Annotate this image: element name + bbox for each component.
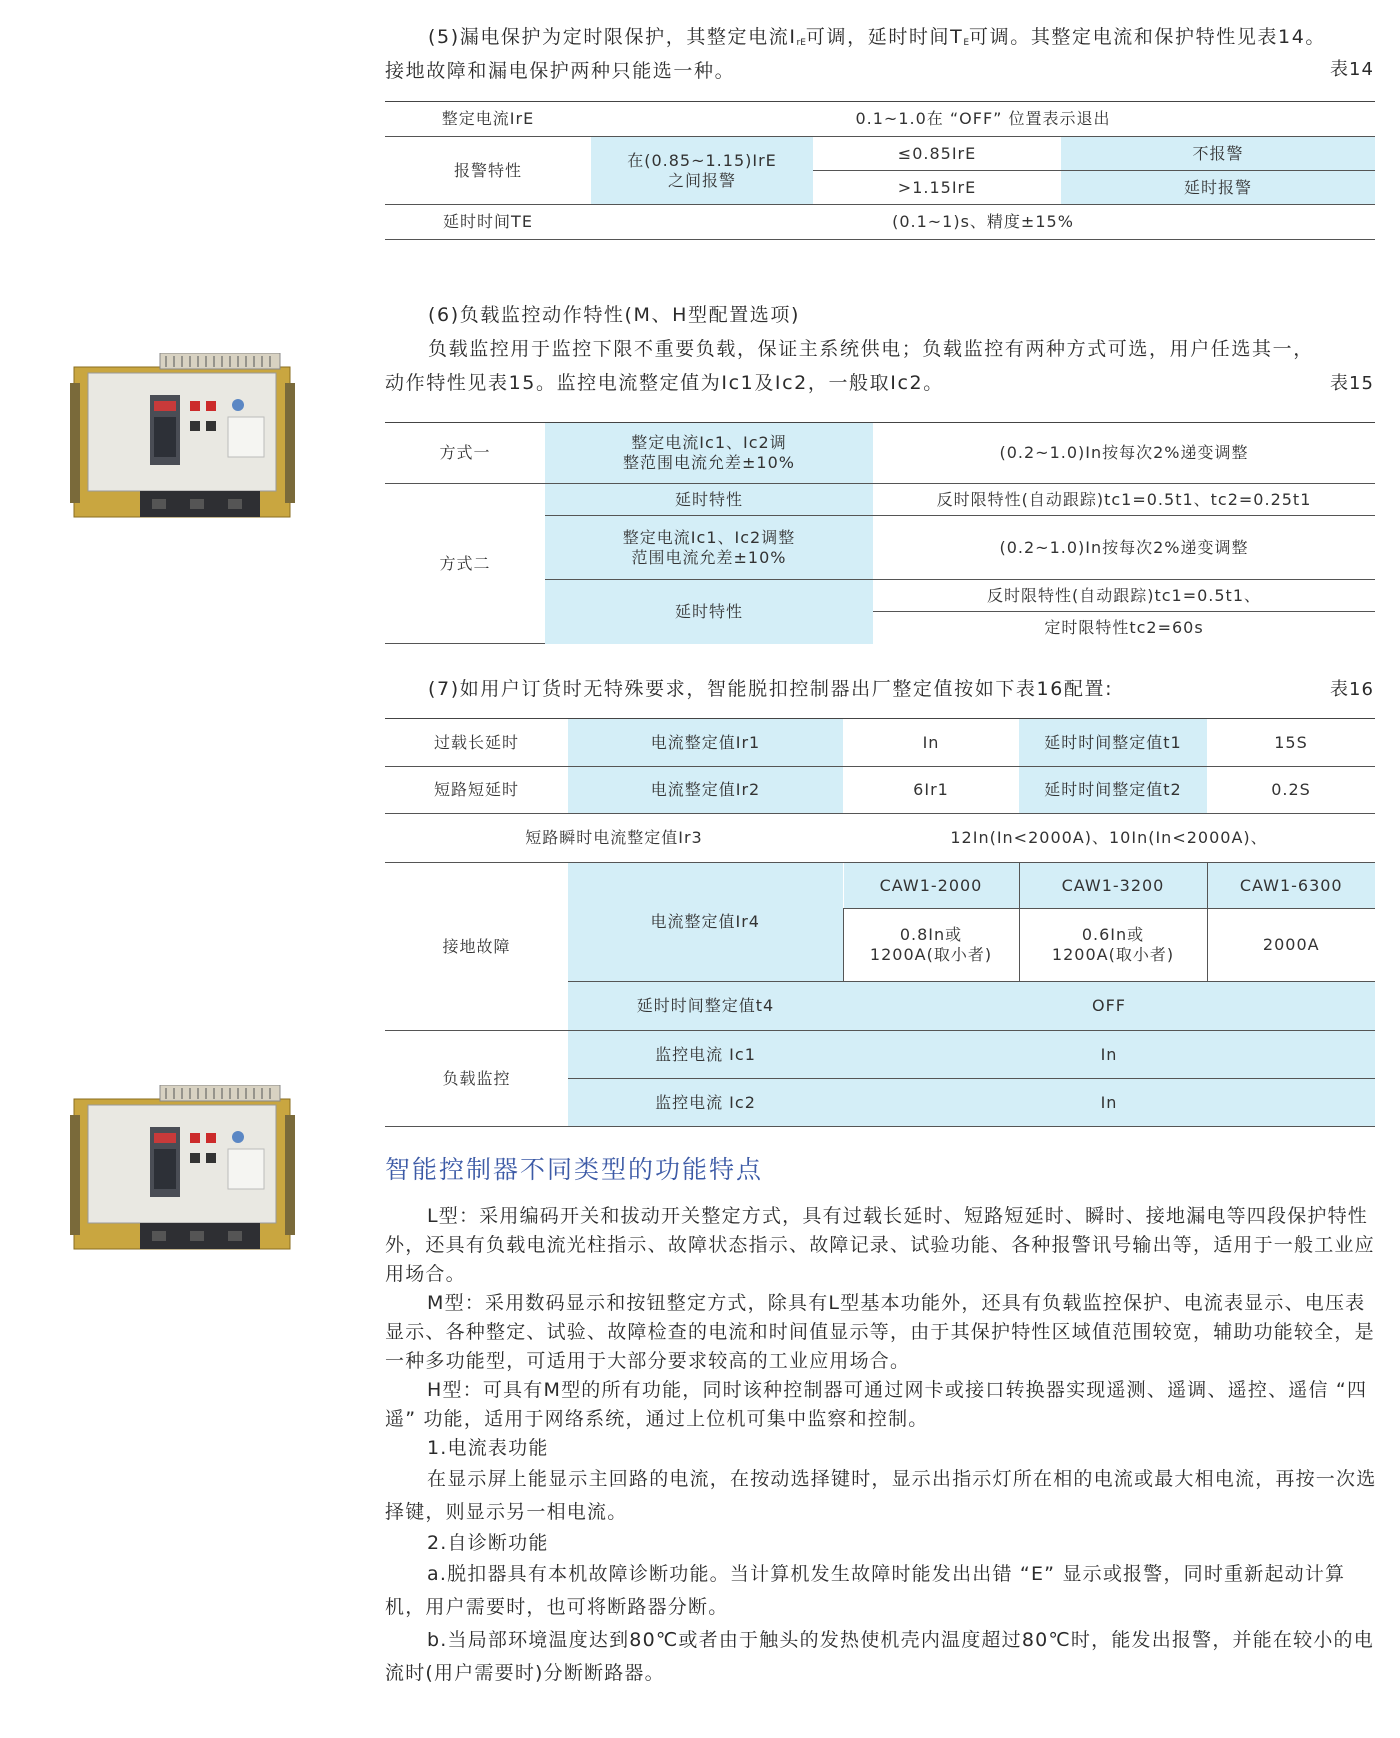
intro6-line1: 负载监控用于监控下限不重要负载，保证主系统供电；负载监控有两种方式可选，用户任选其一， — [428, 338, 1314, 360]
t16-model-3200: CAW1-3200 — [1019, 863, 1207, 909]
circuit-breaker-icon — [70, 1085, 295, 1265]
t16-model-6300: CAW1-6300 — [1207, 863, 1375, 909]
para-L-type: L型：采用编码开关和拔动开关整定方式，具有过载长延时、短路短延时、瞬时、接地漏电等四段保护特性外，还具有负载电流光柱指示、故障状态指示、故障记录、试验功能、各种报警讯号输出等，适用于一般工业应用场合。 — [385, 1205, 1375, 1285]
t15-mode2-value: (0.2~1.0)In按每次2%递变调整 — [873, 516, 1375, 580]
t16-load-label: 负载监控 — [385, 1031, 568, 1127]
t15-mode2-char-value2: 定时限特性tc2=60s — [1044, 617, 1204, 637]
t15-mode2-desc: 整定电流Ic1、Ic2调整 范围电流允差±10% — [545, 516, 873, 580]
intro6-title: (6)负载监控动作特性(M、H型配置选项) — [428, 304, 801, 326]
table16-label: 表16 — [1330, 679, 1374, 700]
t16-ir3-label: 短路瞬时电流整定值Ir3 — [385, 814, 843, 863]
intro5-line1: (5)漏电保护为定时限保护，其整定电流$I_{rE}$可调，延时时间$T_E$可调。其整定电流和保护特性见表14。 — [428, 26, 1327, 48]
table14-label: 表14 — [1330, 59, 1374, 80]
table16 — [385, 718, 1375, 1127]
t15-mode1-label: 方式一 — [385, 423, 545, 484]
t16-ground-label: 接地故障 — [385, 863, 568, 1031]
circuit-breaker-image — [70, 353, 295, 533]
t16-t2-param: 延时时间整定值t2 — [1019, 767, 1207, 814]
t16-t4-value: OFF — [843, 982, 1375, 1031]
t16-ir4-2000: 0.8In或 1200A(取小者) — [843, 909, 1019, 982]
t16-ir4-6300: 2000A — [1207, 909, 1375, 982]
t14-cond-low: ≤0.85IrE — [813, 137, 1061, 171]
t16-ic2-value: In — [843, 1079, 1375, 1127]
t15-mode1-char: 延时特性 — [545, 484, 873, 516]
section-title: 智能控制器不同类型的功能特点 — [385, 1155, 764, 1184]
t14-irE-value: 0.1~1.0在 “OFF” 位置表示退出 — [591, 102, 1375, 137]
para-M-type: M型：采用数码显示和按钮整定方式，除具有L型基本功能外，还具有负载监控保护、电流表显示、电压表显示、各种整定、试验、故障检查的电流和时间值显示等，由于其保护特性区域值范围较宽，辅助功能较全，是一种多功能型，可适用于大部分要求较高的工业应用场合。 — [385, 1292, 1375, 1372]
t16-ir2-value: 6Ir1 — [843, 767, 1019, 814]
t16-ic1-param: 监控电流 Ic1 — [568, 1031, 843, 1079]
t15-mode2-label: 方式二 — [385, 484, 545, 644]
t16-ir1-value: In — [843, 719, 1019, 767]
intro5-line2: 接地故障和漏电保护两种只能选一种。 — [385, 60, 736, 82]
t16-ic2-param: 监控电流 Ic2 — [568, 1079, 843, 1127]
t14-alarm-label: 报警特性 — [385, 137, 591, 205]
heading-ammeter: 1.电流表功能 — [427, 1437, 549, 1459]
t15-mode1-desc: 整定电流Ic1、Ic2调 整范围电流允差±10% — [545, 423, 873, 484]
para-diag-b: b.当局部环境温度达到80℃或者由于触头的发热使机壳内温度超过80℃时，能发出报警，并能在较小的电流时(用户需要时)分断断路器。 — [385, 1629, 1374, 1684]
t15-mode1-char-value: 反时限特性(自动跟踪)tc1=0.5t1、tc2=0.25t1 — [873, 484, 1375, 516]
t15-mode2-char-value1: 反时限特性(自动跟踪)tc1=0.5t1、 — [873, 580, 1375, 612]
para-diag-a: a.脱扣器具有本机故障诊断功能。当计算机发生故障时能发出出错 “E” 显示或报警，同时重新起动计算机，用户需要时，也可将断路器分断。 — [385, 1563, 1346, 1618]
t16-overload-label: 过载长延时 — [385, 719, 568, 767]
t14-irE-label: 整定电流IrE — [385, 102, 591, 137]
t16-ir4-3200: 0.6In或 1200A(取小者) — [1019, 909, 1207, 982]
t14-te-label: 延时时间TE — [385, 205, 591, 240]
t16-ir4-param: 电流整定值Ir4 — [568, 863, 843, 982]
t14-result-low: 不报警 — [1061, 137, 1375, 171]
t16-t2-value: 0.2S — [1207, 767, 1375, 814]
table14 — [385, 101, 1375, 240]
t16-t1-param: 延时时间整定值t1 — [1019, 719, 1207, 767]
heading-self-diagnosis: 2.自诊断功能 — [427, 1532, 549, 1554]
section-body — [385, 1202, 1380, 1690]
t14-te-value: (0.1~1)s、精度±15% — [591, 205, 1375, 240]
t16-ic1-value: In — [843, 1031, 1375, 1079]
intro6-line2: 动作特性见表15。监控电流整定值为Ic1及Ic2，一般取Ic2。 — [385, 372, 944, 394]
table15-label: 表15 — [1330, 373, 1374, 394]
intro7-text: (7)如用户订货时无特殊要求，智能脱扣控制器出厂整定值按如下表16配置: — [428, 678, 1114, 700]
t14-result-high: 延时报警 — [1061, 171, 1375, 205]
t14-alarm-range: 在(0.85~1.15)IrE 之间报警 — [591, 137, 813, 205]
circuit-breaker-icon — [70, 353, 295, 533]
t16-t1-value: 15S — [1207, 719, 1375, 767]
t16-ir2-param: 电流整定值Ir2 — [568, 767, 843, 814]
para-H-type: H型：可具有M型的所有功能，同时该种控制器可通过网卡或接口转换器实现遥测、遥调、遥控、遥信 “四遥” 功能，适用于网络系统，通过上位机可集中监察和控制。 — [385, 1379, 1368, 1430]
t16-t4-param: 延时时间整定值t4 — [568, 982, 843, 1031]
t14-cond-high: >1.15IrE — [813, 171, 1061, 205]
circuit-breaker-image-2 — [70, 1085, 295, 1265]
t15-mode2-char: 延时特性 — [545, 580, 873, 644]
t15-mode1-value: (0.2~1.0)In按每次2%递变调整 — [873, 423, 1375, 484]
t16-model-2000: CAW1-2000 — [843, 863, 1019, 909]
table15 — [385, 422, 1375, 644]
t16-ir3-value: 12In(In<2000A)、10In(In<2000A)、 — [843, 814, 1375, 863]
t16-ir1-param: 电流整定值Ir1 — [568, 719, 843, 767]
para-ammeter: 在显示屏上能显示主回路的电流，在按动选择键时，显示出指示灯所在相的电流或最大相电流，再按一次选择键，则显示另一相电流。 — [385, 1468, 1377, 1523]
t16-short-label: 短路短延时 — [385, 767, 568, 814]
